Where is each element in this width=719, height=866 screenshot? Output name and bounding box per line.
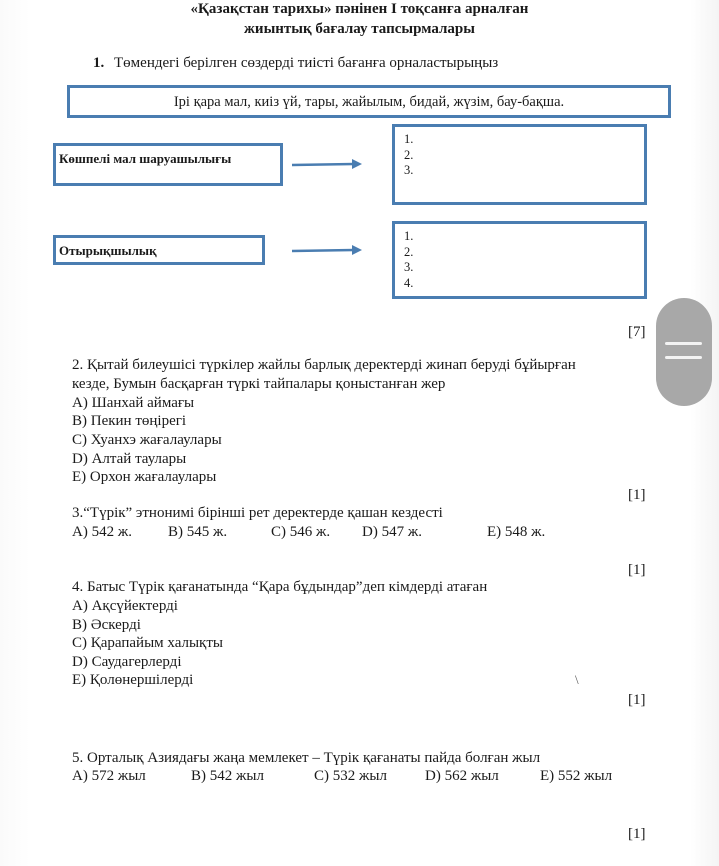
task5-option[interactable]: A) 572 жыл <box>72 768 146 784</box>
stray-mark: \ <box>575 672 579 687</box>
task2-question-line2: кезде, Бумын басқарған түркі тайпалары қоныстанған жер <box>72 376 446 392</box>
task2-option[interactable]: D) Алтай таулары <box>72 451 187 467</box>
task5-option[interactable]: B) 542 жыл <box>191 768 264 784</box>
task4-option[interactable]: E) Қолөнершілерді <box>72 672 194 688</box>
task5-score: [1] <box>628 826 646 842</box>
task3-option[interactable]: E) 548 ж. <box>487 524 546 540</box>
task2-score: [1] <box>628 487 646 503</box>
task4-score: [1] <box>628 692 646 708</box>
task5-option[interactable]: D) 562 жыл <box>425 768 499 784</box>
group2-answer-box[interactable] <box>392 221 647 299</box>
task1-prompt-text: Төмендегі берілген сөздерді тиісті бағанға орналастырыңыз <box>114 55 499 71</box>
word-bank-box <box>67 85 671 118</box>
group1-slot[interactable]: 3. <box>404 163 414 177</box>
task4-option[interactable]: D) Саудагерлерді <box>72 654 182 670</box>
group2-slot[interactable]: 3. <box>404 260 414 274</box>
group2-slot[interactable]: 1. <box>404 229 414 243</box>
group1-answer-box[interactable] <box>392 124 647 205</box>
task2-question-line1: 2. Қытай билеушісі түркілер жайлы барлық деректерді жинап беруді бұйырған <box>72 357 576 373</box>
task3-score: [1] <box>628 562 646 578</box>
task5-option[interactable]: C) 532 жыл <box>314 768 387 784</box>
task2-option[interactable]: A) Шанхай аймағы <box>72 395 195 411</box>
task3-option[interactable]: C) 546 ж. <box>271 524 331 540</box>
task3-option[interactable]: B) 545 ж. <box>168 524 228 540</box>
task3-question: 3.“Түрік” этнонимі бірінші рет деректерде қашан кездесті <box>72 505 443 521</box>
page-title-line1: «Қазақстан тарихы» пәнінен I тоқсанға арналған <box>190 1 529 17</box>
task5-question: 5. Орталық Азиядағы жаңа мемлекет – Түрік қағанаты пайда болған жыл <box>72 750 541 766</box>
group2-slot[interactable]: 2. <box>404 244 414 259</box>
task1-number: 1. <box>93 55 105 71</box>
task4-option[interactable]: C) Қарапайым халықты <box>72 635 223 651</box>
task3-option[interactable]: D) 547 ж. <box>362 524 422 540</box>
scroll-handle[interactable] <box>656 298 712 406</box>
group2-label: Отырықшылық <box>59 243 157 258</box>
group1-slot[interactable]: 2. <box>404 147 414 162</box>
page-title-line2: жиынтық бағалау тапсырмалары <box>244 21 475 37</box>
task2-option[interactable]: B) Пекин төңірегі <box>72 413 187 429</box>
handle-grip-icon <box>665 342 702 345</box>
group2-slot[interactable]: 4. <box>404 275 414 290</box>
task4-question: 4. Батыс Түрік қағанатында “Қара бұдындар”деп кімдерді атаған <box>72 579 488 595</box>
task1-score: [7] <box>628 324 646 340</box>
word-bank-text: Ірі қара мал, киіз үй, тары, жайылым, бидай, жүзім, бау-бақша. <box>173 94 565 110</box>
group1-arrow <box>290 155 366 175</box>
task3-option[interactable]: A) 542 ж. <box>72 524 132 540</box>
group1-label-box <box>53 143 283 186</box>
group1-slot-list <box>395 127 644 179</box>
group2-label-box <box>53 235 265 265</box>
group2-arrow <box>290 240 366 260</box>
task1-prompt <box>93 55 498 72</box>
task2-option[interactable]: C) Хуанхэ жағалаулары <box>72 432 222 448</box>
task4-option[interactable]: B) Әскерді <box>72 617 141 633</box>
handle-grip-icon <box>665 356 702 359</box>
group1-slot[interactable]: 1. <box>404 132 414 146</box>
task2-option[interactable]: E) Орхон жағалаулары <box>72 469 217 485</box>
group1-label: Көшпелі мал шаруашылығы <box>59 151 232 166</box>
task4-option[interactable]: A) Ақсүйектерді <box>72 598 178 614</box>
group2-slot-list <box>395 224 644 291</box>
task5-option[interactable]: E) 552 жыл <box>540 768 613 784</box>
